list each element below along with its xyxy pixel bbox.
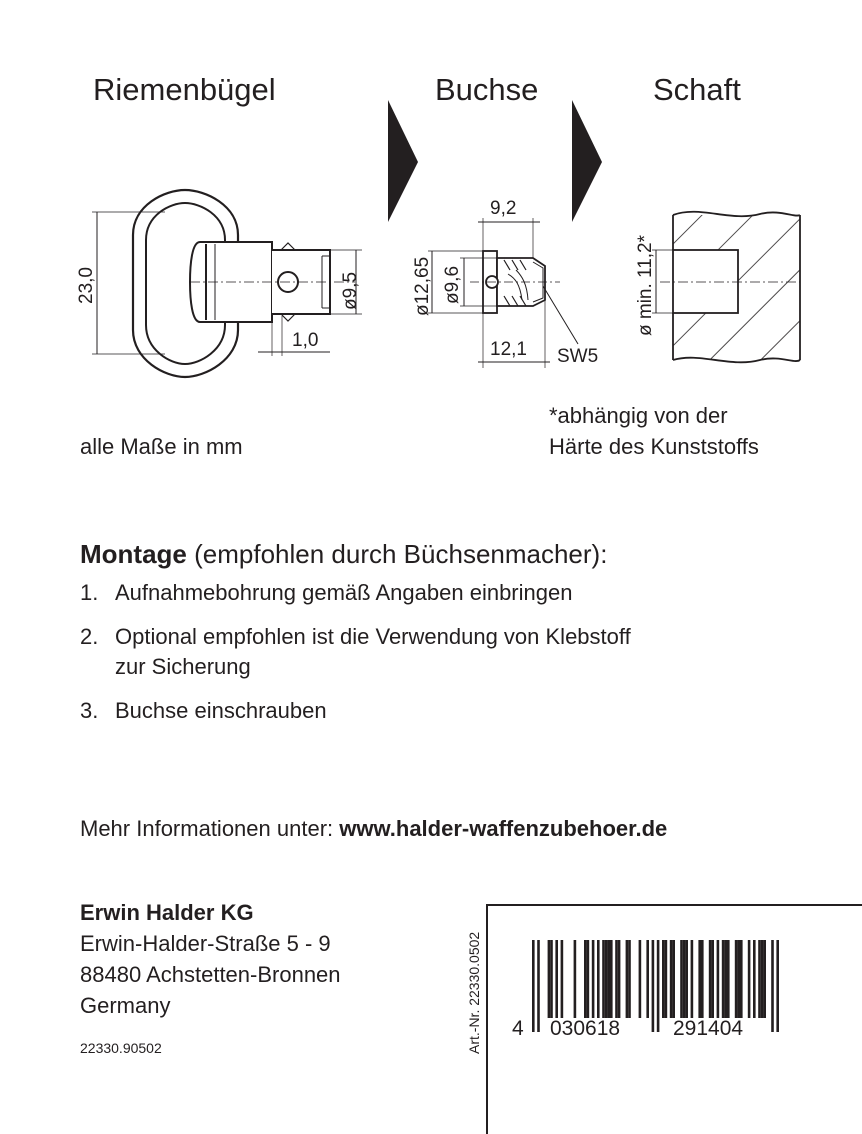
barcode-bar — [722, 940, 725, 1018]
montage-steps — [80, 578, 640, 740]
company-street: Erwin-Halder-Straße 5 - 9 — [80, 931, 331, 956]
barcode-bar — [683, 940, 686, 1018]
step-number: 1. — [80, 580, 99, 605]
barcode-bar — [763, 940, 766, 1018]
barcode-bar — [574, 940, 577, 1018]
heading-riemenbuegel: Riemenbügel — [93, 72, 276, 107]
dim-riemenbuegel-diameter: ø9,5 — [340, 271, 361, 310]
heading-schaft: Schaft — [653, 72, 741, 107]
barcode-bar — [771, 940, 774, 1032]
barcode-bar — [761, 940, 764, 1018]
barcode-first-digit: 4 — [512, 1017, 524, 1040]
barcode-bar — [592, 940, 595, 1018]
barcode-left-digits: 030618 — [550, 1017, 621, 1040]
company-name: Erwin Halder KG — [80, 900, 254, 925]
barcode-bar — [740, 940, 743, 1018]
barcode-bar — [548, 940, 551, 1018]
footnote-line-2: Härte des Kunststoffs — [549, 434, 759, 459]
montage-step — [80, 578, 640, 608]
barcode-bar — [727, 940, 730, 1018]
montage-step — [80, 696, 640, 726]
company-city: 88480 Achstetten-Bronnen — [80, 962, 341, 987]
barcode-bar — [605, 940, 608, 1018]
barcode-bar — [584, 940, 587, 1018]
step-text: Aufnahmebohrung gemäß Angaben einbringen — [115, 580, 573, 605]
arrow-right-icon-1 — [388, 100, 418, 222]
barcode-right-digits: 291404 — [673, 1017, 744, 1040]
barcode-bar — [607, 940, 610, 1018]
barcode-bar — [615, 940, 618, 1018]
barcode-bar — [711, 940, 714, 1018]
dim-buchse-wrench: SW5 — [557, 346, 599, 367]
barcode-bar — [735, 940, 738, 1018]
barcode-bar — [657, 940, 660, 1032]
barcode-bar — [748, 940, 751, 1018]
barcode-bar — [555, 940, 558, 1018]
step-text: Optional empfohlen ist die Verwendung von Klebstoff zur Sicherung — [115, 624, 631, 679]
article-number: Art.-Nr. 22330.0502 — [466, 931, 482, 1054]
barcode-bar — [758, 940, 761, 1018]
barcode-bar — [537, 940, 540, 1032]
montage-step — [80, 622, 640, 682]
dim-buchse-length: 12,1 — [490, 339, 527, 360]
riemenbuegel-drawing — [92, 190, 362, 377]
dim-schaft-bore: ø min. 11,2* — [635, 234, 656, 336]
barcode-bar — [724, 940, 727, 1018]
barcode-bar — [587, 940, 590, 1018]
arrow-right-icon-2 — [572, 100, 602, 222]
barcode-bar — [550, 940, 553, 1018]
barcode-bar — [618, 940, 621, 1018]
barcode-bar — [776, 940, 779, 1032]
barcode-bar — [597, 940, 600, 1018]
company-address — [80, 897, 341, 1021]
barcode-bar — [602, 940, 605, 1018]
heading-buchse: Buchse — [435, 72, 539, 107]
barcode-bar — [737, 940, 740, 1018]
schaft-drawing — [652, 212, 800, 363]
doc-number: 22330.90502 — [80, 1040, 162, 1056]
barcode-bar — [532, 940, 535, 1032]
dim-buchse-outer-diameter: ø12,65 — [412, 256, 433, 316]
barcode-bar — [652, 940, 655, 1032]
barcode-bar — [662, 940, 665, 1018]
company-country: Germany — [80, 993, 171, 1018]
montage-title — [80, 539, 607, 570]
barcode-bar — [753, 940, 756, 1018]
barcode-bar — [628, 940, 631, 1018]
dim-riemenbuegel-height: 23,0 — [76, 267, 97, 304]
info-prefix: Mehr Informationen unter: — [80, 816, 340, 841]
barcode-bar — [698, 940, 701, 1018]
info-line — [80, 816, 667, 842]
barcode — [510, 940, 790, 1040]
step-text: Buchse einschrauben — [115, 698, 327, 723]
barcode-bar — [685, 940, 688, 1018]
step-number: 3. — [80, 698, 99, 723]
barcode-bar — [670, 940, 673, 1018]
barcode-bar — [709, 940, 712, 1018]
barcode-bar — [626, 940, 629, 1018]
step-number: 2. — [80, 624, 99, 649]
units-note: alle Maße in mm — [80, 434, 243, 459]
barcode-bar — [610, 940, 613, 1018]
technical-drawing — [0, 0, 862, 400]
barcode-bar — [691, 940, 694, 1018]
barcode-bar — [646, 940, 649, 1018]
montage-title-bold: Montage — [80, 539, 187, 569]
barcode-bar — [680, 940, 683, 1018]
barcode-bar — [561, 940, 564, 1018]
barcode-bar — [701, 940, 704, 1018]
dim-buchse-width: 9,2 — [490, 198, 517, 219]
barcode-bar — [717, 940, 720, 1018]
footnote-line-1: *abhängig von der — [549, 403, 728, 428]
dim-riemenbuegel-offset: 1,0 — [292, 330, 319, 351]
montage-title-rest: (empfohlen durch Büchsenmacher): — [186, 539, 608, 569]
barcode-bar — [639, 940, 642, 1018]
barcode-bar — [672, 940, 675, 1018]
barcode-bar — [665, 940, 668, 1018]
dim-buchse-inner-diameter: ø9,6 — [442, 265, 463, 304]
website-link[interactable]: www.halder-waffenzubehoer.de — [339, 816, 668, 841]
